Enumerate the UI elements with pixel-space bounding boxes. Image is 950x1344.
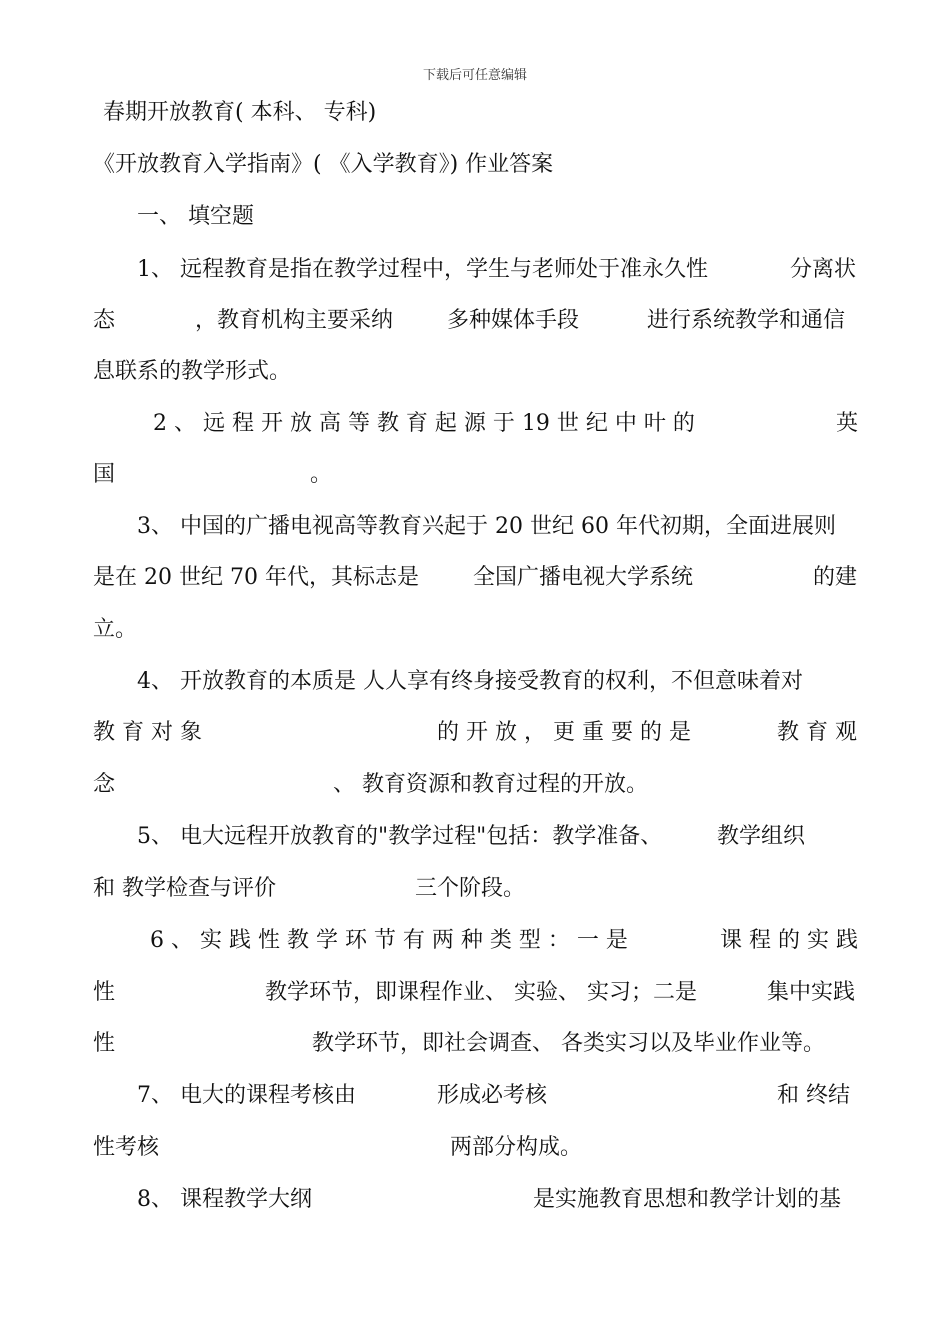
q2-line-1b: 英: [836, 411, 859, 436]
section-heading: 一、 填空题: [137, 204, 254, 229]
q1-line-3: 息联系的教学形式。: [93, 359, 292, 384]
q7-line-2a: 性考核: [93, 1135, 160, 1160]
q4-line-3b: 、 教育资源和教育过程的开放。: [333, 772, 648, 797]
q1-line-2c: 多种媒体手段: [447, 308, 580, 333]
q7-line-2b: 两部分构成。: [450, 1135, 583, 1160]
q2-line-2b: 。: [310, 462, 333, 487]
q6-line-2b: 教学环节，即课程作业、 实验、 实习；二是: [265, 980, 697, 1005]
q4-line-2c: 教 育 观: [777, 720, 857, 745]
q3-line-1: 3、 中国的广播电视高等教育兴起于 20 世纪 60 年代初期，全面进展则: [137, 514, 836, 539]
q4-line-2a: 教 育 对 象: [93, 720, 202, 745]
q2-line-2a: 国: [93, 462, 116, 487]
q4-line-2b: 的 开 放 ， 更 重 要 的 是: [437, 720, 691, 745]
q5-line-2b: 三个阶段。: [415, 876, 526, 901]
q6-line-2a: 性: [93, 980, 116, 1005]
q5-line-1b: 教学组织: [717, 824, 806, 849]
q1-line-2a: 态: [93, 308, 116, 333]
q7-line-1c: 和 终结: [777, 1083, 850, 1108]
title-line-1: 春期开放教育( 本科、 专科): [103, 100, 377, 125]
q5-line-1a: 5、 电大远程开放教育的"教学过程"包括：教学准备、: [137, 824, 663, 849]
q7-line-1b: 形成必考核: [437, 1083, 548, 1108]
q4-line-3a: 念: [93, 772, 116, 797]
q8-line-1b: 是实施教育思想和教学计划的基: [533, 1187, 842, 1212]
page-header: 下载后可任意编辑: [422, 68, 527, 83]
q6-line-2c: 集中实践: [767, 980, 856, 1005]
q3-line-2c: 的建: [813, 565, 858, 590]
q5-line-2a: 和 教学检查与评价: [93, 876, 276, 901]
q8-line-1a: 8、 课程教学大纲: [137, 1187, 312, 1212]
q1-line-1b: 分离状: [790, 257, 857, 282]
q6-line-3b: 教学环节，即社会调查、 各类实习以及毕业作业等。: [312, 1031, 825, 1056]
q1-line-1a: 1、 远程教育是指在教学过程中，学生与老师处于准永久性: [137, 257, 708, 282]
q6-line-1b: 课 程 的 实 践: [720, 928, 858, 953]
q3-line-3: 立。: [93, 617, 138, 642]
q4-line-1: 4、 开放教育的本质是 人人享有终身接受教育的权利，不但意味着对: [137, 669, 803, 694]
q3-line-2a: 是在 20 世纪 70 年代，其标志是: [93, 565, 419, 590]
q2-line-1a: 2 、 远 程 开 放 高 等 教 育 起 源 于 19 世 纪 中 叶 的: [153, 411, 695, 436]
q1-line-2d: 进行系统教学和通信: [647, 308, 846, 333]
q6-line-3a: 性: [93, 1031, 116, 1056]
title-line-2: 《开放教育入学指南》( 《入学教育》) 作业答案: [93, 152, 554, 177]
q6-line-1a: 6 、 实 践 性 教 学 环 节 有 两 种 类 型 ： 一 是: [150, 928, 628, 953]
q1-line-2b: ，教育机构主要采纳: [195, 308, 394, 333]
q7-line-1a: 7、 电大的课程考核由: [137, 1083, 356, 1108]
q3-line-2b: 全国广播电视大学系统: [473, 565, 694, 590]
